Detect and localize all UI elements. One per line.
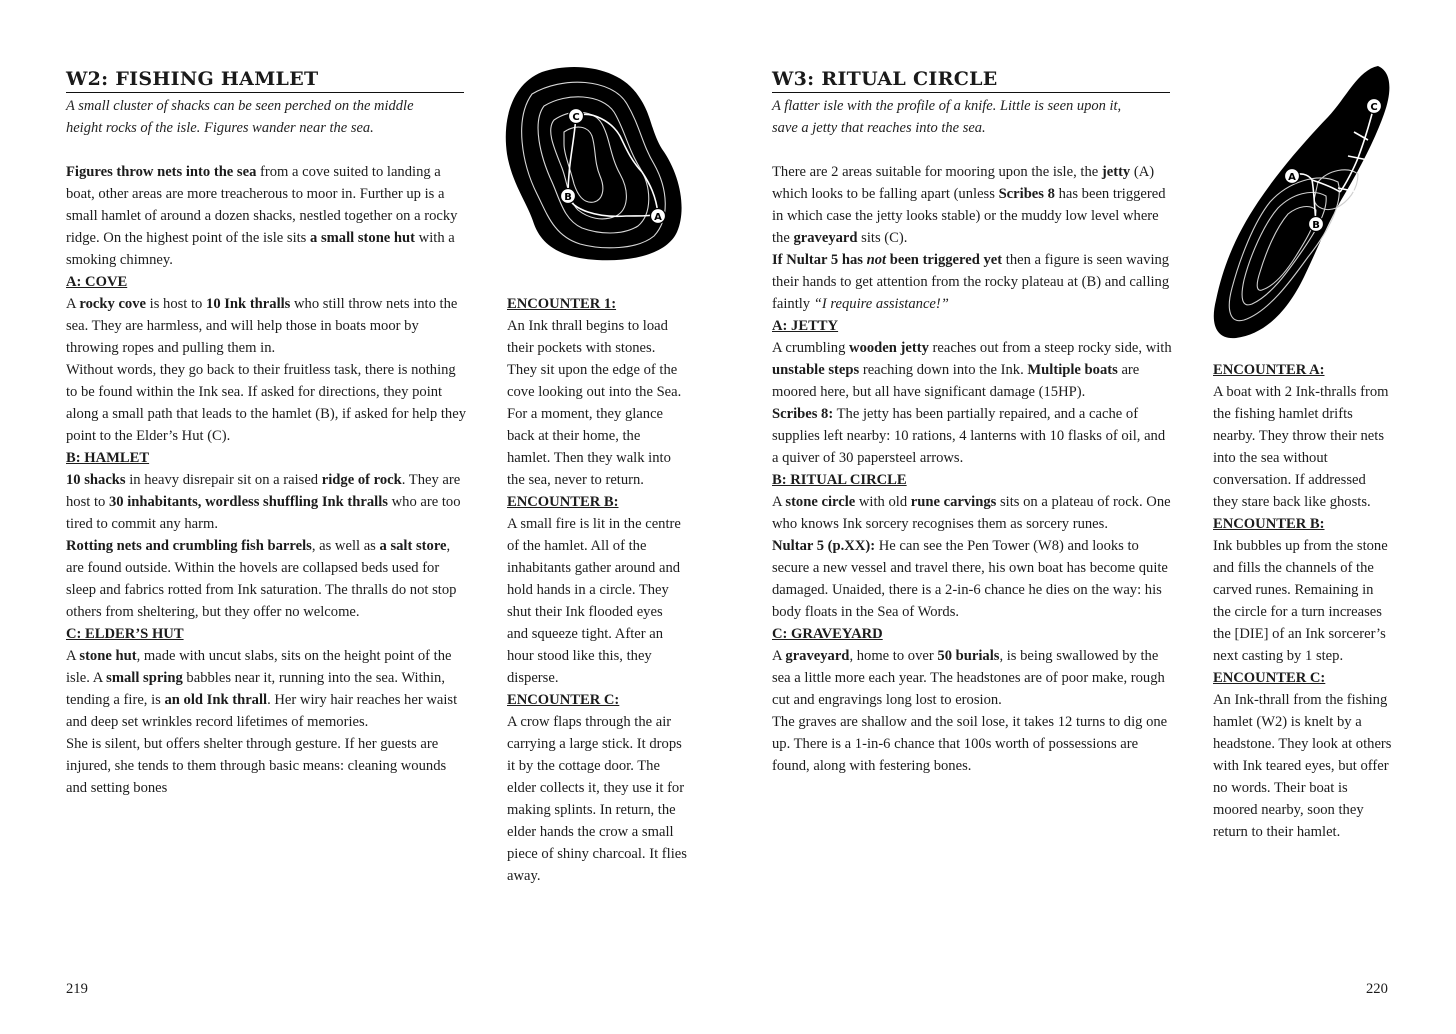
jetty-paragraph [772, 337, 1172, 403]
text: sits (C). [857, 230, 908, 246]
bold-text: graveyard [785, 648, 850, 664]
italic-text: “I require assistance!” [813, 296, 949, 312]
map-marker-c [569, 109, 584, 124]
bold-text: been triggered yet [886, 252, 1003, 268]
main-column-w3 [772, 161, 1172, 777]
island-shape [1214, 66, 1390, 338]
text: A [66, 648, 80, 664]
section-heading-jetty: A: JETTY [772, 318, 839, 334]
encounter-heading-b: ENCOUNTER B: [507, 494, 619, 510]
encounter-column-w2 [507, 293, 687, 887]
graveyard-paragraph-2: The graves are shallow and the soil lose, it takes 12 turns to dig one up. There is a 1-in-6 chance that 100s worth of possessions are found, along with festering bones. [772, 714, 1168, 774]
encounter-text-c: A crow flaps through the air carrying a large stick. It drops it by the cottage door. The elder collects it, they use it for making splints. In return, the elder hands the crow a small piece of shiny charcoal. It flies away. [507, 714, 687, 884]
bold-text: stone hut [79, 648, 137, 664]
cove-paragraph-2: Without words, they go back to their fruitless task, there is nothing to be found within the Ink sea. If asked for directions, they point along a small path that leads to the hamlet (B), if asked for help they point to the Elder’s Hut (C). [66, 362, 466, 444]
bold-text: stone circle [785, 494, 856, 510]
bold-text: a small stone hut [310, 230, 416, 246]
bold-text: small spring [106, 670, 183, 686]
section-heading-cove: A: COVE [66, 274, 128, 290]
encounter-text-1: An Ink thrall begins to load their pockets with stones. They sit upon the edge of the cove looking out into the Sea. For a moment, they glance back at their home, the hamlet. Then they walk into the sea, never to return. [507, 318, 682, 488]
nultar-paragraph [772, 535, 1172, 623]
text: , home to over [849, 648, 938, 664]
text: who are too tired to commit any harm. [66, 494, 461, 532]
bold-text: graveyard [793, 230, 858, 246]
hamlet-paragraph-2 [66, 535, 466, 623]
encounter-heading-c: ENCOUNTER C: [1213, 670, 1326, 686]
bold-text: 10 Ink thralls [206, 296, 291, 312]
map-label: A [654, 212, 662, 223]
bold-text: 10 shacks [66, 472, 126, 488]
map-marker-c [1367, 99, 1382, 114]
intro-w3 [772, 95, 1182, 139]
hamlet-paragraph [66, 469, 466, 535]
text: There are 2 areas suitable for mooring upon the isle, the [772, 164, 1102, 180]
page-title-w2: W2: FISHING HAMLET [66, 68, 464, 93]
intro-line: save a jetty that reaches into the sea. [772, 120, 986, 136]
map-label: A [1288, 172, 1296, 183]
text: babbles near it, running into the sea. Within, tending a fire, is [66, 670, 445, 708]
bold-text: Figures throw nets into the sea [66, 164, 257, 180]
mooring-paragraph [772, 161, 1172, 249]
text: The jetty has been partially repaired, and a cache of supplies left nearby: 10 rations, 4 lanterns with 10 flasks of oil, and a quiver of 30 papersteel arrows. [772, 406, 1166, 466]
cove-paragraph [66, 293, 466, 359]
text: , is being swallowed by the sea a little more each year. The headstones are of poor make, rough cut and engravings long lost to erosion. [772, 648, 1165, 708]
text: has been triggered in which case the jetty looks stable) or the muddy low level where the [772, 186, 1166, 246]
encounter-text-a: A boat with 2 Ink-thralls from the fishing hamlet drifts nearby. They throw their nets into the sea without conversation. If addressed they stare back like ghosts. [1213, 384, 1389, 510]
text: in heavy disrepair sit on a raised [125, 472, 322, 488]
nultar-trigger-paragraph [772, 249, 1172, 315]
encounter-heading-1: ENCOUNTER 1: [507, 296, 617, 312]
text: He can see the Pen Tower (W8) and looks to secure a new vessel and travel there, his own boat has become quite damaged. Unaided, there is a 2-in-6 chance he dies on the way: his body floats in the Sea of Words. [772, 538, 1168, 620]
elder-paragraph-2: She is silent, but offers shelter through gesture. If her guests are injured, she tends to them through basic means: cleaning wounds and setting bones [66, 736, 447, 796]
scribes-paragraph [772, 403, 1172, 469]
section-heading-hamlet: B: HAMLET [66, 450, 150, 466]
map-marker-b [561, 189, 576, 204]
text: with a smoking chimney. [66, 230, 455, 268]
island-map-w3 [1208, 62, 1398, 344]
bold-text: Scribes 8 [998, 186, 1055, 202]
bold-text: 50 burials [937, 648, 1000, 664]
text: are moored here, but all have significant damage (15HP). [772, 362, 1140, 400]
overview-paragraph [66, 161, 466, 271]
map-marker-b [1309, 217, 1324, 232]
main-column-w2 [66, 161, 466, 799]
text: with old [855, 494, 911, 510]
map-label: C [572, 112, 580, 123]
text: , made with uncut slabs, sits on the height point of the isle. A [66, 648, 452, 686]
text: , are found outside. Within the hovels are collapsed beds used for sleep and fabrics rotted from Ink saturation. The thralls do not stop others from sheltering, but they offer no welcome. [66, 538, 457, 620]
text: , as well as [311, 538, 380, 554]
bold-text: ridge of rock [321, 472, 402, 488]
map-marker-a [651, 209, 666, 224]
encounter-text-b: A small fire is lit in the centre of the hamlet. All of the inhabitants gather around and hold hands in a circle. They shut their Ink flooded eyes and squeeze tight. After an hour stood like this, they disperse. [507, 516, 681, 686]
text: A [772, 494, 786, 510]
encounter-heading-b: ENCOUNTER B: [1213, 516, 1325, 532]
text: sits on a plateau of rock. One who knows Ink sorcery recognises them as sorcery runes. [772, 494, 1171, 532]
bold-text: rocky cove [79, 296, 146, 312]
bold-text: jetty [1101, 164, 1131, 180]
intro-line: height rocks of the isle. Figures wander near the sea. [66, 120, 374, 136]
map-label: C [1370, 102, 1378, 113]
map-marker-a [1285, 169, 1300, 184]
bold-text: a salt store [379, 538, 447, 554]
intro-line: A flatter isle with the profile of a knife. Little is seen upon it, [772, 98, 1122, 114]
page-number-right: 220 [1366, 981, 1388, 997]
encounter-text-c: An Ink-thrall from the fishing hamlet (W2) is knelt by a headstone. They look at others with Ink teared eyes, but offer no words. Their boat is moored nearby, soon they return to their hamlet. [1213, 692, 1392, 840]
text: who still throw nets into the sea. They are harmless, and will help those in boats moor by throwing ropes and pulling them in. [66, 296, 458, 356]
text: A [772, 648, 786, 664]
bold-text: Nultar 5 (p.XX): [772, 538, 876, 554]
graveyard-paragraph [772, 645, 1172, 711]
island-map-w2 [502, 64, 688, 264]
bold-text: wooden jetty [849, 340, 929, 356]
bold-text: 30 inhabitants, wordless shuffling Ink thralls [108, 494, 388, 510]
text: is host to [146, 296, 207, 312]
text: reaching down into the Ink. [859, 362, 1028, 378]
map-label: B [564, 192, 572, 203]
bold-text: an old Ink thrall [164, 692, 268, 708]
encounter-text-b: Ink bubbles up from the stone and fills the channels of the carved runes. Remaining in the circle for a turn increases the [DIE] of an Ink sorcerer’s next casting by 1 step. [1213, 538, 1388, 664]
section-heading-graveyard: C: GRAVEYARD [772, 626, 883, 642]
bold-text: Rotting nets and crumbling fish barrels [66, 538, 312, 554]
text: A crumbling [772, 340, 850, 356]
elder-paragraph [66, 645, 466, 733]
text: A [66, 296, 80, 312]
encounter-heading-a: ENCOUNTER A: [1213, 362, 1325, 378]
section-heading-elders-hut: C: ELDER’S HUT [66, 626, 184, 642]
intro-w2 [66, 95, 466, 139]
page-number-left: 219 [66, 981, 88, 997]
section-heading-ritual-circle: B: RITUAL CIRCLE [772, 472, 907, 488]
bold-text: If Nultar 5 has [772, 252, 867, 268]
text: (A) which looks to be falling apart (unless [772, 164, 1155, 202]
text: . Her wiry hair reaches her waist and deep set wrinkles record lifetimes of memories. [66, 692, 458, 730]
bold-text: Multiple boats [1027, 362, 1118, 378]
text: reaches out from a steep rocky side, with [928, 340, 1172, 356]
text: . They are host to [66, 472, 461, 510]
map-label: B [1312, 220, 1320, 231]
bold-italic-text: not [866, 252, 887, 268]
bold-text: unstable steps [772, 362, 860, 378]
page-title-w3: W3: RITUAL CIRCLE [772, 68, 1170, 93]
encounter-column-w3 [1213, 359, 1393, 843]
text: from a cove suited to landing a boat, other areas are more treacherous to moor in. Further up is a small hamlet of around a dozen shacks, nestled together on a rocky ridge. On the highest point of the isle sits [66, 164, 458, 246]
intro-line: A small cluster of shacks can be seen perched on the middle [66, 98, 414, 114]
bold-text: Scribes 8: [772, 406, 834, 422]
ritual-paragraph [772, 491, 1172, 535]
bold-text: rune carvings [910, 494, 997, 510]
encounter-heading-c: ENCOUNTER C: [507, 692, 620, 708]
text: then a figure is seen waving their hands to get attention from the rocky plateau at (B) and calling faintly [772, 252, 1170, 312]
